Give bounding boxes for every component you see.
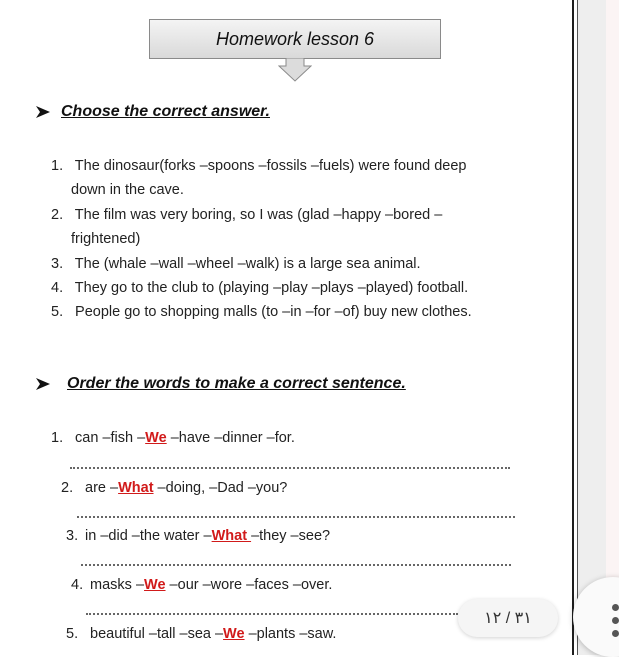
question-text: The dinosaur(forks –spoons –fossils –fuels) were found deep <box>74 158 467 174</box>
sentence-3 <box>66 528 330 544</box>
sentence-5 <box>66 626 336 642</box>
sentence-text-after: –they –see? <box>251 528 331 544</box>
page-border <box>572 0 574 655</box>
sentence-text-after: –plants –saw. <box>244 626 337 642</box>
sentence-text-before: beautiful –tall –sea – <box>90 626 224 642</box>
question-number: 3. <box>51 256 64 272</box>
answer-line <box>70 467 510 469</box>
down-arrow-icon <box>278 58 312 82</box>
question-1 <box>51 158 467 174</box>
sentence-number: 4. <box>71 577 84 593</box>
question-3 <box>51 256 421 272</box>
sentence-number: 2. <box>61 480 74 496</box>
next-page-edge <box>606 0 619 600</box>
highlighted-word: We <box>145 430 167 446</box>
sentence-text-after: –have –dinner –for. <box>166 430 295 446</box>
arrow-bullet-icon <box>35 105 51 119</box>
sentence-text-before: masks – <box>90 577 145 593</box>
sentence-number: 5. <box>66 626 79 642</box>
highlighted-word: What <box>118 480 154 496</box>
answer-line <box>86 613 458 615</box>
question-number: 5. <box>51 304 64 320</box>
answer-line <box>81 564 511 566</box>
highlighted-word: We <box>144 577 166 593</box>
section2-heading: Order the words to make a correct sentence. <box>67 375 406 392</box>
highlighted-word: We <box>223 626 245 642</box>
sentence-text-before: in –did –the water – <box>85 528 212 544</box>
title-box <box>149 19 441 59</box>
question-5 <box>51 304 472 320</box>
answer-line <box>77 516 515 518</box>
sentence-text-before: can –fish – <box>75 430 146 446</box>
question-2-continuation: frightened) <box>71 231 141 247</box>
sentence-2 <box>61 480 287 496</box>
question-text: The film was very boring, so I was (glad –happy –bored – <box>74 207 443 223</box>
sentence-4 <box>71 577 332 593</box>
arrow-bullet-icon <box>35 377 51 391</box>
sentence-1 <box>51 430 295 446</box>
sentence-text-after: –our –wore –faces –over. <box>165 577 333 593</box>
question-number: 4. <box>51 280 64 296</box>
sentence-text-before: are – <box>85 480 119 496</box>
page-indicator[interactable] <box>458 599 558 637</box>
question-4 <box>51 280 468 296</box>
question-number: 2. <box>51 207 64 223</box>
sentence-number: 3. <box>66 528 79 544</box>
sentence-number: 1. <box>51 430 64 446</box>
kebab-menu-icon[interactable] <box>609 604 619 638</box>
question-2 <box>51 207 442 223</box>
highlighted-word: What <box>211 528 252 544</box>
question-text: People go to shopping malls (to –in –for –of) buy new clothes. <box>75 304 472 320</box>
page-indicator-label: ٣١ / ١٢ <box>484 610 532 627</box>
sentence-text-after: –doing, –Dad –you? <box>153 480 288 496</box>
page-title: Homework lesson 6 <box>215 28 375 49</box>
question-text: The (whale –wall –wheel –walk) is a large sea animal. <box>74 256 421 272</box>
question-1-continuation: down in the cave. <box>71 182 184 198</box>
question-text: They go to the club to (playing –play –plays –played) football. <box>74 280 469 296</box>
section1-heading: Choose the correct answer. <box>61 103 270 120</box>
question-number: 1. <box>51 158 64 174</box>
